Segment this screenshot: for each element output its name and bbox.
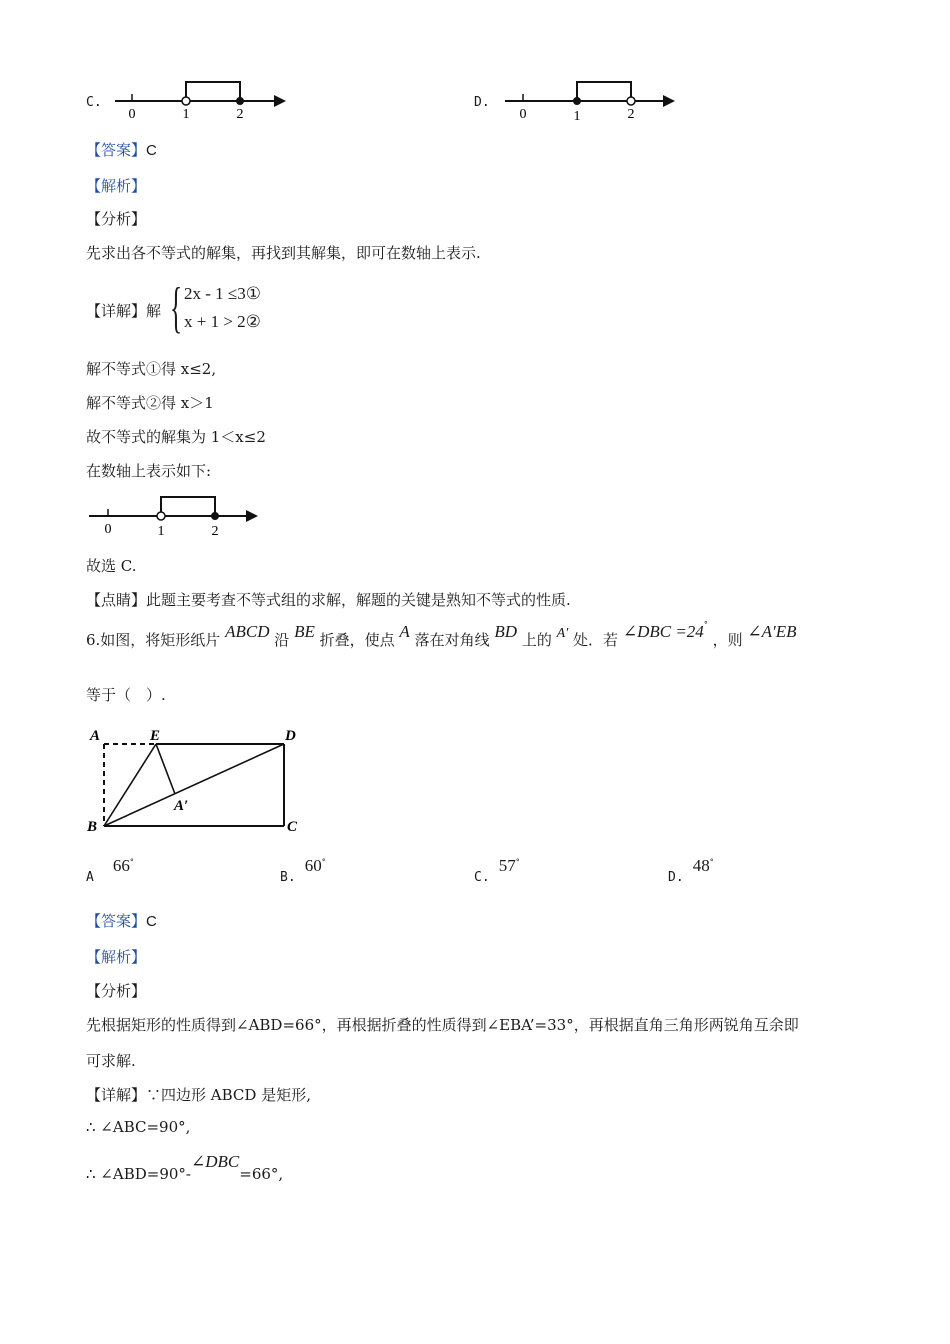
q6-analysis-label: 【解析】	[86, 948, 147, 966]
q6-fenxi-label: 【分析】	[86, 982, 147, 1000]
option-d-label: D.	[474, 95, 490, 110]
q6-step-2	[86, 1152, 284, 1184]
comment-label: 【点睛】	[86, 591, 147, 609]
q6-step-1: ∴ ∠ABC=90°,	[86, 1118, 191, 1136]
q6-rectangle-figure	[84, 724, 304, 839]
q5-step-3: 故不等式的解集为 1＜x≤2	[86, 428, 266, 446]
answer-value: C	[146, 142, 157, 159]
q6-option-c	[474, 856, 520, 885]
option-value: 60	[304, 856, 322, 875]
degree-mark: °	[703, 620, 708, 629]
degree-mark: °	[321, 857, 326, 867]
q6-option-b	[280, 856, 326, 885]
q6-fenxi-line-2: 可求解.	[86, 1052, 136, 1070]
q5-comment	[86, 589, 571, 610]
stem-math-be: BE	[294, 622, 315, 641]
stem-math-angle-dbc: ∠DBC =24	[622, 622, 704, 641]
answer-label: 【答案】	[86, 912, 147, 930]
answer-value: C	[146, 913, 157, 930]
q6-option-a	[86, 856, 134, 885]
tick-0: 0	[519, 107, 527, 122]
option-c-number-line	[110, 74, 290, 122]
vertex-c: C	[287, 819, 298, 835]
option-label: C.	[474, 870, 490, 885]
stem-text: 折叠，使点	[319, 631, 395, 649]
degree-mark: °	[709, 857, 714, 867]
stem-text: 6.如图，将矩形纸片	[86, 631, 221, 649]
tick-0: 0	[104, 522, 112, 537]
stem-text: 处．若	[573, 631, 619, 649]
tick-0: 0	[128, 107, 136, 122]
vertex-d: D	[285, 728, 296, 744]
system-brace: {	[170, 277, 183, 339]
q5-step-4: 在数轴上表示如下:	[86, 462, 212, 480]
q5-step-2: 解不等式②得 x＞1	[86, 394, 214, 412]
stem-text: 落在对角线	[414, 631, 490, 649]
q5-answer	[86, 139, 157, 160]
stem-math-a-prime: A′	[556, 626, 569, 641]
degree-mark: °	[129, 857, 134, 867]
stem-math-abcd: ABCD	[225, 622, 270, 641]
answer-label: 【答案】	[86, 141, 147, 159]
option-value: 48	[692, 856, 710, 875]
q5-conclusion: 故选 C.	[86, 557, 137, 575]
option-label: B.	[280, 870, 296, 885]
q6-stem	[86, 620, 797, 655]
option-label: A	[86, 870, 94, 885]
q5-fenxi-text: 先求出各不等式的解集，再找到其解集，即可在数轴上表示.	[86, 244, 481, 262]
vertex-e: E	[150, 728, 161, 744]
inequality-1: 2x - 1 ≤3①	[184, 284, 261, 303]
inequality-2: x + 1 > 2②	[184, 312, 261, 331]
stem-text: 上的	[521, 631, 552, 649]
q5-fenxi-label: 【分析】	[86, 210, 147, 228]
degree-mark: °	[515, 857, 520, 867]
stem-math-angle-aeb: ∠A′EB	[747, 622, 797, 641]
vertex-a-prime: A′	[174, 798, 189, 814]
detail-label: 【详解】	[86, 1086, 147, 1104]
comment-text: 此题主要考查不等式组的求解，解题的关键是熟知不等式的性质.	[146, 591, 571, 609]
step-math-angle-dbc: ∠DBC	[191, 1152, 240, 1171]
tick-1: 1	[573, 109, 581, 122]
option-c-label: C.	[86, 95, 102, 110]
option-value: 57	[498, 856, 516, 875]
option-label: D.	[668, 870, 684, 885]
solution-number-line	[86, 488, 266, 538]
stem-text: 沿	[274, 631, 290, 649]
q6-stem-end: 等于（ ）.	[86, 686, 166, 704]
tick-1: 1	[157, 524, 165, 538]
vertex-b: B	[87, 819, 98, 835]
vertex-a: A	[90, 728, 101, 744]
tick-2: 2	[627, 107, 635, 122]
step-text: =66°,	[239, 1165, 284, 1183]
q6-option-d	[668, 856, 714, 885]
q6-answer	[86, 910, 157, 931]
q6-fenxi-line-1: 先根据矩形的性质得到∠ABD=66°，再根据折叠的性质得到∠EBA’=33°，再根据直角三角形两锐角互余即	[86, 1016, 799, 1034]
q5-step-1: 解不等式①得 x≤2,	[86, 360, 217, 378]
stem-text: ，则	[712, 631, 743, 649]
q5-analysis-label: 【解析】	[86, 177, 147, 195]
tick-1: 1	[182, 107, 190, 122]
stem-math-bd: BD	[494, 622, 518, 641]
q6-detail	[86, 1084, 311, 1105]
tick-2: 2	[211, 524, 219, 538]
option-value: 66	[112, 856, 130, 875]
step-text: ∴ ∠ABD=90°-	[86, 1165, 191, 1183]
option-d-number-line	[500, 74, 680, 122]
tick-2: 2	[236, 107, 244, 122]
stem-math-a: A	[399, 622, 410, 641]
detail-text: ∵四边形 ABCD 是矩形,	[146, 1086, 311, 1104]
q5-detail-label: 【详解】解	[86, 302, 162, 320]
